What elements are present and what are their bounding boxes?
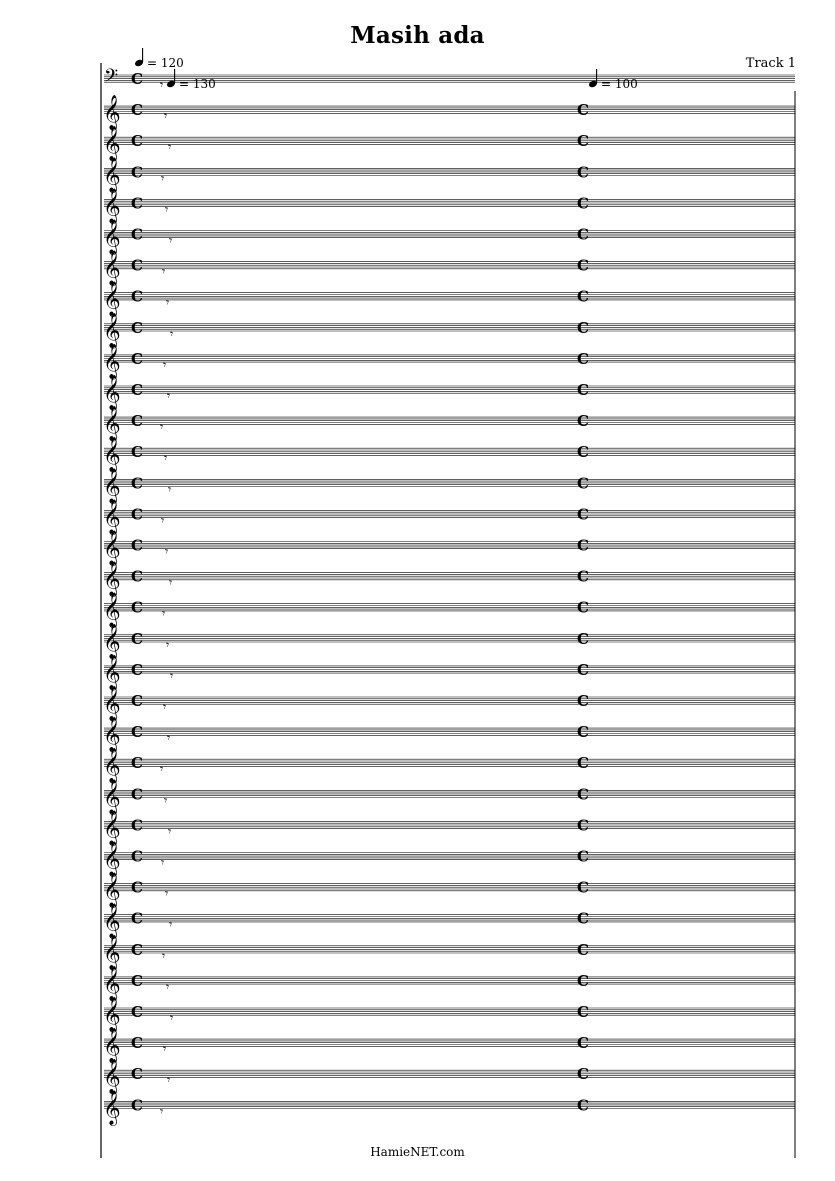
staff [103, 966, 795, 1002]
time-signature: C [131, 318, 143, 337]
treble-clef-icon: 𝄞 [103, 157, 121, 193]
treble-clef-icon: 𝄞 [103, 841, 121, 877]
time-signature: C [131, 878, 143, 897]
treble-clef-icon: 𝄞 [103, 95, 121, 131]
treble-clef-icon: 𝄞 [103, 343, 121, 379]
treble-clef-icon: 𝄞 [103, 623, 121, 659]
treble-clef-icon: 𝄞 [103, 188, 121, 224]
staff [103, 344, 795, 380]
time-signature: C [131, 785, 143, 804]
staff [103, 95, 795, 131]
time-signature-change: C [577, 132, 589, 151]
time-signature-change: C [577, 785, 589, 804]
rest-mark: 𝄾 [168, 140, 172, 155]
rest-mark: 𝄾 [161, 855, 165, 870]
staff [103, 313, 795, 349]
treble-clef-icon: 𝄞 [103, 281, 121, 317]
time-signature: C [131, 847, 143, 866]
time-signature: C [131, 971, 143, 990]
rest-mark: 𝄾 [160, 762, 164, 777]
time-signature: C [131, 1003, 143, 1021]
rest-mark: 𝄾 [163, 357, 167, 372]
time-signature-change: C [577, 940, 589, 959]
time-signature: C [131, 1096, 143, 1115]
time-signature: C [131, 629, 143, 648]
track-label: Track 1 [745, 56, 796, 71]
time-signature-change: C [577, 536, 589, 555]
treble-clef-icon: 𝄞 [103, 468, 121, 504]
time-signature-change: C [577, 287, 589, 306]
time-signature: C [131, 1065, 143, 1084]
treble-clef-icon: 𝄞 [103, 717, 121, 753]
staff [103, 1090, 795, 1126]
time-signature-change: C [577, 1096, 589, 1115]
staff [103, 251, 795, 287]
time-signature: C [131, 349, 143, 368]
staff [103, 406, 795, 442]
rest-mark: 𝄾 [168, 482, 172, 497]
time-signature: C [131, 132, 143, 151]
time-signature-change: C [577, 1034, 589, 1053]
rest-mark: 𝄾 [167, 731, 171, 746]
rest-mark: 𝄾 [162, 948, 166, 963]
time-signature-change: C [577, 1003, 589, 1021]
rest-mark: 𝄾 [169, 917, 173, 932]
time-signature-change: C [577, 412, 589, 431]
time-signature-change: C [577, 474, 589, 493]
tempo-marks-group [134, 48, 638, 91]
rest-mark: 𝄾 [166, 979, 170, 994]
staff [103, 842, 795, 878]
time-signature-change: C [577, 381, 589, 399]
treble-clef-icon: 𝄞 [103, 934, 121, 970]
time-signature-change: C [577, 505, 589, 524]
tempo-mark-120 [134, 48, 184, 70]
treble-clef-icon: 𝄞 [103, 126, 121, 162]
time-signature-change: C [577, 847, 589, 866]
staff [103, 935, 795, 971]
tempo-text-130: = 130 [179, 77, 216, 91]
time-signature: C [131, 163, 143, 182]
tempo-text-120: = 120 [147, 56, 184, 70]
treble-clef-icon: 𝄞 [103, 219, 121, 255]
rest-mark: 𝄾 [160, 1104, 164, 1119]
time-signature: C [131, 412, 143, 431]
time-signature: C [131, 536, 143, 555]
time-signature: C [131, 101, 143, 120]
time-signature-change: C [577, 163, 589, 182]
time-signature: C [131, 225, 143, 244]
treble-clef-icon: 𝄞 [103, 1028, 121, 1064]
time-signature: C [131, 692, 143, 710]
staff [103, 375, 795, 411]
treble-clef-icon: 𝄞 [103, 903, 121, 939]
treble-clef-icon: 𝄞 [103, 1090, 121, 1126]
staff [103, 1028, 795, 1064]
time-signature: C [131, 723, 143, 742]
time-signature: C [131, 754, 143, 773]
time-signature: C [131, 909, 143, 928]
rest-mark: 𝄾 [160, 78, 164, 92]
rest-mark: 𝄾 [162, 606, 166, 621]
time-signature-change: C [577, 723, 589, 742]
staff [103, 531, 795, 567]
bass-clef-icon: 𝄢 [104, 66, 119, 91]
time-signature-change: C [577, 598, 589, 617]
tempo-mark-100 [588, 69, 638, 91]
time-signature-change: C [577, 567, 589, 586]
time-signature-change: C [577, 692, 589, 710]
time-signature-change: C [577, 878, 589, 897]
rest-mark: 𝄾 [160, 420, 164, 435]
rest-mark: 𝄾 [167, 389, 171, 403]
staff [103, 468, 795, 504]
staff [103, 126, 795, 162]
staff [103, 282, 795, 318]
rest-mark: 𝄾 [161, 513, 165, 528]
staff [103, 810, 795, 846]
treble-clef-icon: 𝄞 [103, 810, 121, 846]
treble-clef-icon: 𝄞 [103, 437, 121, 473]
time-signature: C [131, 256, 143, 275]
staff [103, 157, 795, 193]
staff [103, 717, 795, 753]
treble-clef-icon: 𝄞 [103, 406, 121, 442]
rest-mark: 𝄾 [167, 1073, 171, 1088]
treble-clef-icon: 𝄞 [103, 872, 121, 908]
rest-mark: 𝄾 [170, 326, 174, 341]
time-signature-change: C [577, 349, 589, 368]
rest-mark: 𝄾 [169, 233, 173, 248]
rest-mark: 𝄾 [169, 575, 173, 590]
time-signature-change: C [577, 101, 589, 120]
treble-clef-icon: 𝄞 [103, 312, 121, 348]
staff [103, 779, 795, 815]
treble-clef-icon: 𝄞 [103, 965, 121, 1001]
time-signature-change: C [577, 909, 589, 928]
rest-mark: 𝄾 [168, 824, 172, 839]
treble-clef-icon: 𝄞 [103, 499, 121, 535]
time-signature: C [131, 443, 143, 462]
rest-mark: 𝄾 [166, 637, 170, 652]
treble-clef-icon: 𝄞 [103, 1059, 121, 1095]
time-signature-change: C [577, 816, 589, 835]
staff [103, 997, 795, 1033]
rest-mark: 𝄾 [165, 886, 169, 901]
staff [103, 593, 795, 629]
page-title: Masih ada [350, 22, 485, 49]
treble-clef-icon: 𝄞 [103, 530, 121, 566]
time-signature-change: C [577, 629, 589, 648]
staff [103, 655, 795, 691]
treble-clef-icon: 𝄞 [103, 748, 121, 784]
staff [103, 437, 795, 473]
time-signature: C [131, 660, 143, 679]
footer-credit: HamieNET.com [370, 1145, 465, 1159]
time-signature: C [131, 816, 143, 835]
time-signature: C [131, 1034, 143, 1053]
rest-mark: 𝄾 [163, 700, 167, 714]
treble-clef-icon: 𝄞 [103, 997, 121, 1032]
time-signature: C [131, 194, 143, 213]
staff [103, 873, 795, 909]
time-signature-change: C [577, 1065, 589, 1084]
time-signature-change: C [577, 194, 589, 213]
time-signature-change: C [577, 443, 589, 462]
staves-group [101, 63, 795, 1158]
staff [103, 220, 795, 256]
time-signature-change: C [577, 971, 589, 990]
rest-mark: 𝄾 [165, 544, 169, 559]
time-signature: C [131, 287, 143, 306]
staff [103, 904, 795, 940]
time-signature-change: C [577, 754, 589, 773]
time-signature: C [131, 940, 143, 959]
time-signature: C [131, 505, 143, 524]
treble-clef-icon: 𝄞 [103, 375, 121, 410]
rest-mark: 𝄾 [162, 264, 166, 279]
time-signature: C [131, 598, 143, 617]
tempo-text-100: = 100 [601, 77, 638, 91]
staff [103, 1059, 795, 1095]
time-signature: C [131, 381, 143, 399]
time-signature: C [131, 567, 143, 586]
staff [103, 686, 795, 722]
time-signature-change: C [577, 318, 589, 337]
staff [103, 748, 795, 784]
rest-mark: 𝄾 [161, 171, 165, 186]
rest-mark: 𝄾 [166, 295, 170, 310]
time-signature-change: C [577, 225, 589, 244]
staff [103, 499, 795, 535]
staff [103, 562, 795, 598]
treble-clef-icon: 𝄞 [103, 561, 121, 597]
rest-mark: 𝄾 [164, 451, 168, 466]
staff [103, 188, 795, 224]
time-signature-change: C [577, 660, 589, 679]
rest-mark: 𝄾 [165, 202, 169, 217]
time-signature: C [131, 70, 143, 88]
treble-clef-icon: 𝄞 [103, 779, 121, 815]
time-signature-change: C [577, 256, 589, 275]
treble-clef-icon: 𝄞 [103, 686, 121, 721]
rest-mark: 𝄾 [170, 668, 174, 683]
treble-clef-icon: 𝄞 [103, 250, 121, 286]
rest-mark: 𝄾 [164, 109, 168, 124]
rest-mark: 𝄾 [163, 1042, 167, 1057]
rest-mark: 𝄾 [170, 1011, 174, 1025]
treble-clef-icon: 𝄞 [103, 592, 121, 628]
tempo-mark-130 [166, 69, 216, 91]
rest-mark: 𝄾 [164, 793, 168, 808]
staff [103, 624, 795, 660]
time-signature: C [131, 474, 143, 493]
treble-clef-icon: 𝄞 [103, 654, 121, 690]
